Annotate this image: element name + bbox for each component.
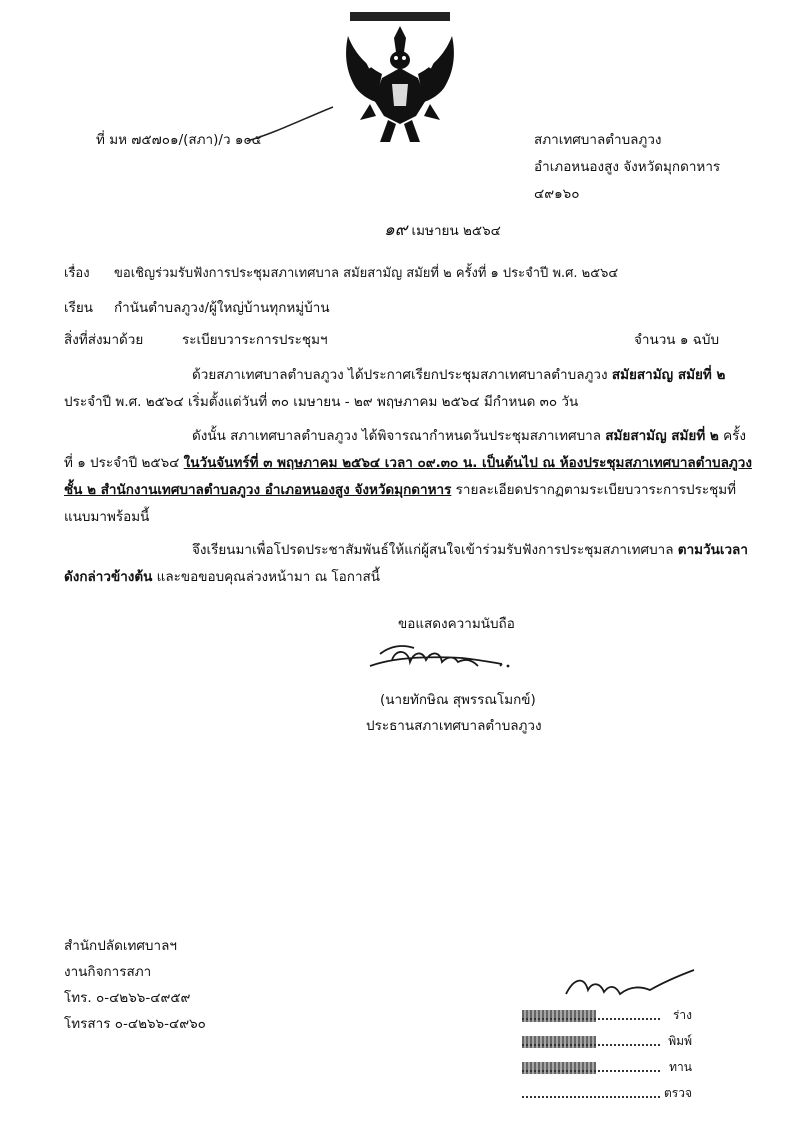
date-month-year: เมษายน ๒๕๖๔ [411,223,501,239]
enclosure-count: จำนวน ๑ ฉบับ [634,332,720,348]
subject-label: เรื่อง [64,266,90,281]
para2-session: สมัยสามัญ สมัยที่ ๒ [605,428,719,444]
footer-office: สำนักปลัดเทศบาลฯ [64,938,177,954]
subject-text: ขอเชิญร่วมรับฟังการประชุมสภาเทศบาล สมัยสามัญ สมัยที่ ๒ ครั้งที่ ๑ ประจำปี พ.ศ. ๒๕๖๔ [114,266,619,281]
para1-text-a: ด้วยสภาเทศบาลตำบลภูวง ได้ประกาศเรียกประชุมสภาเทศบาลตำบลภูวง [192,367,612,383]
body-paragraph-3 [64,537,754,591]
para2-text-a: ดังนั้น สภาเทศบาลตำบลภูวง ได้พิจารณากำหนดวันประชุมสภาเทศบาล [192,428,606,444]
para3-text-a: จึงเรียนมาเพื่อโปรดประชาสัมพันธ์ให้แก่ผู้สนใจเข้าร่วมรับฟังการประชุมสภาเทศบาล [192,542,678,558]
para3-datetime: ตามวันเวลาดังกล่าวข้างต้น [64,542,748,585]
footer-section: งานกิจการสภา [64,964,152,980]
document-date [384,216,501,243]
routing-typed-label: พิมพ์ [668,1034,692,1048]
routing-draft-label: ร่าง [672,1008,692,1022]
para1-session: สมัยสามัญ สมัยที่ ๒ [611,367,726,383]
enclosure-label: สิ่งที่ส่งมาด้วย [64,332,144,348]
footer-phone: โทร. ๐-๔๒๖๖-๔๙๕๙ [64,990,191,1006]
recipient-line [64,296,330,318]
para1-text-c: ประจำปี พ.ศ. ๒๕๖๔ เริ่มตั้งแต่วันที่ ๓๐ เมษายน - ๒๙ พฤษภาคม ๒๕๖๔ มีกำหนด ๓๐ วัน [64,394,579,410]
initial-signature [560,968,700,1004]
routing-checked-label: ตรวจ [663,1086,692,1100]
para3-text-c: และขอขอบคุณล่วงหน้ามา ณ โอกาสนี้ [152,569,381,585]
routing-checked [522,1081,692,1103]
garuda-emblem [330,8,470,148]
date-day: ๑๙ [384,220,408,240]
sender-district: อำเภอหนองสูง จังหวัดมุกดาหาร [534,159,721,175]
footer-fax: โทรสาร ๐-๔๒๖๖-๔๙๖๐ [64,1016,206,1032]
closing-phrase: ขอแสดงความนับถือ [398,616,515,632]
routing-typed [522,1029,692,1051]
routing-draft [522,1003,692,1025]
para2-text-c: ครั้งที่ ๑ ประจำปี ๒๕๖๔ [64,428,746,471]
para2-meeting-time-place: ในวันจันทร์ที่ ๓ พฤษภาคม ๒๕๖๔ เวลา ๐๙.๓๐ น. เป็นต้นไป ณ ห้องประชุมสภาเทศบาลตำบลภูวง ชั้น ๒ สำนักงานเทศบาลตำบลภูวง อำเภอหนองสูง จังหวัดมุกดาหาร [64,455,752,498]
sender-name: สภาเทศบาลตำบลภูวง [534,132,662,148]
recipient-text: กำนันตำบลภูวง/ผู้ใหญ่บ้านทุกหมู่บ้าน [114,300,330,316]
signer-title: ประธานสภาเทศบาลตำบลภูวง [366,718,542,734]
garuda-emblem-icon [330,8,470,148]
signature-image [362,630,522,680]
enclosure-text: ระเบียบวาระการประชุมฯ [182,332,328,348]
document-number: ที่ มห ๗๕๗๐๑/(สภา)/ว ๑๐๕ [96,132,262,148]
routing-reviewed-label: ทาน [669,1060,692,1074]
para2-text-e: รายละเอียดปรากฏตามระเบียบวาระการประชุมที่แนบมาพร้อมนี้ [64,482,737,525]
body-paragraph-2 [64,423,754,531]
sender-postcode: ๔๙๑๖๐ [534,186,580,202]
pen-stroke-decoration [245,105,335,145]
signer-name: (นายทักษิณ สุพรรณโมกข์) [380,692,536,708]
subject-line [64,262,618,283]
routing-reviewed [522,1055,692,1077]
enclosure-line [64,328,328,350]
recipient-label: เรียน [64,300,94,316]
body-paragraph-1 [64,362,754,416]
